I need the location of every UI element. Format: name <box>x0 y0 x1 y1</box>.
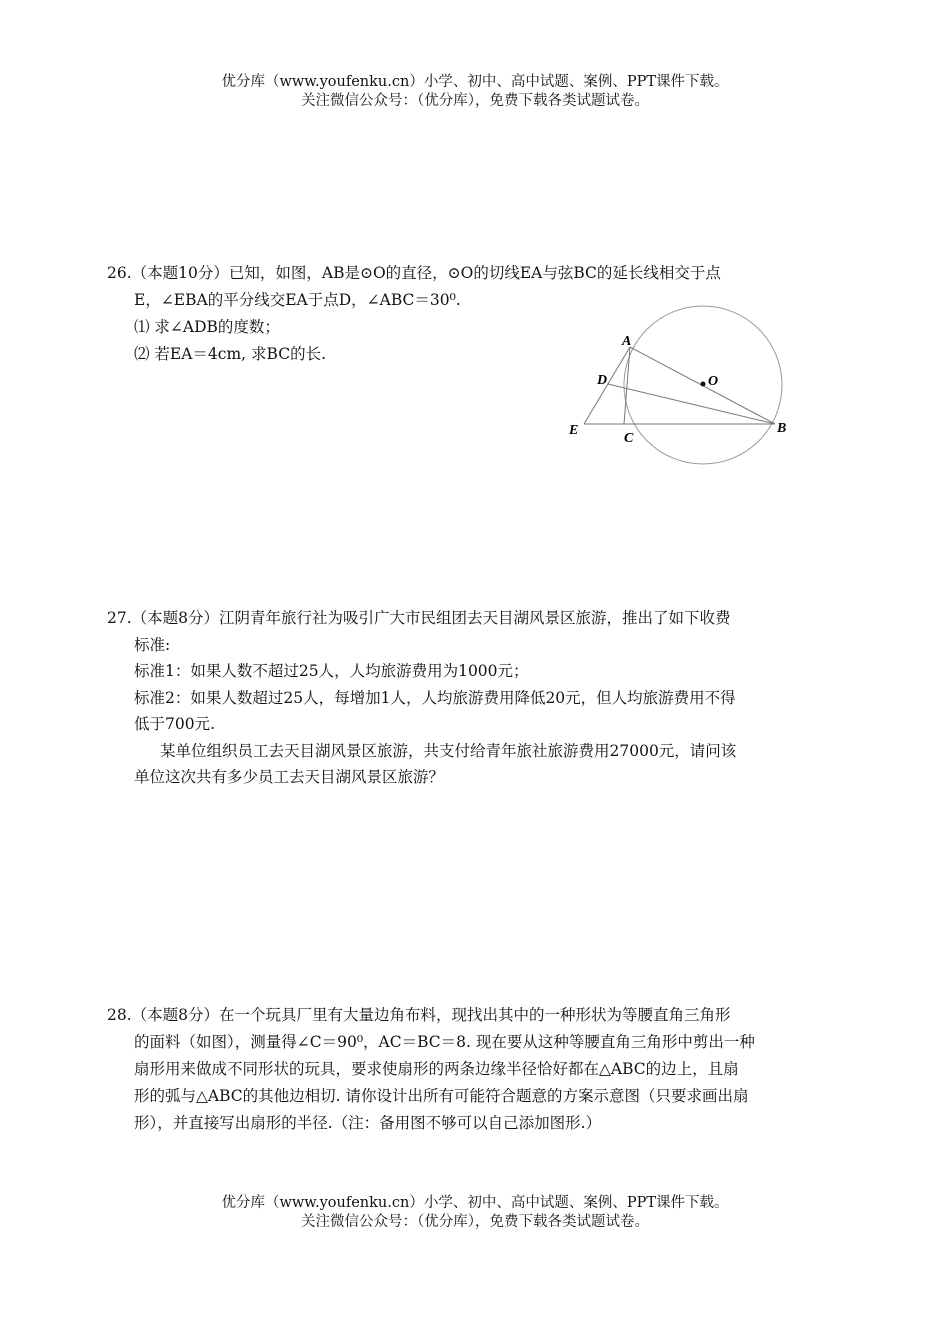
q27-line-4: 标准2：如果人数超过25人，每增加1人，人均旅游费用降低20元，但人均旅游费用不得 <box>134 689 736 707</box>
label-e: E <box>569 423 579 438</box>
q27-line-7: 单位这次共有多少员工去天目湖风景区旅游？ <box>134 768 445 786</box>
footer-line-1: 优分库（www.youfenku.cn）小学、初中、高中试题、案例、PPT课件下载。 <box>221 1195 729 1211</box>
q28-line-2: 的面料（如图），测量得∠C＝90⁰，AC＝BC＝8. 现在要从这种等腰直角三角形中剪出一种 <box>134 1033 755 1051</box>
q26-part-1: ⑴ 求∠ADB的度数； <box>134 318 280 336</box>
q27-line-3: 标准1：如果人数不超过25人，人均旅游费用为1000元； <box>134 662 529 680</box>
label-o: O <box>708 374 719 389</box>
label-b: B <box>777 421 787 436</box>
q27-line-5: 低于700元. <box>134 715 216 733</box>
q28-line-4: 形的弧与△ABC的其他边相切. 请你设计出所有可能符合题意的方案示意图（只要求画出扇 <box>134 1087 749 1105</box>
segment-db <box>608 384 775 424</box>
footer-line-2: 关注微信公众号：（优分库），免费下载各类试题试卷。 <box>301 1214 649 1230</box>
header-line-1: 优分库（www.youfenku.cn）小学、初中、高中试题、案例、PPT课件下载。 <box>221 74 729 90</box>
q26-part-2: ⑵ 若EA＝4cm, 求BC的长. <box>134 345 326 363</box>
q28-line-1: 28.（本题8分）在一个玩具厂里有大量边角布料，现找出其中的一种形状为等腰直角三角形 <box>107 1006 731 1024</box>
label-c: C <box>624 431 634 446</box>
q26-line-2: E，∠EBA的平分线交EA于点D，∠ABC＝30⁰. <box>134 291 461 309</box>
q27-line-1: 27.（本题8分）江阴青年旅行社为吸引广大市民组团去天目湖风景区旅游，推出了如下收费 <box>107 609 731 627</box>
header-line-2: 关注微信公众号：（优分库），免费下载各类试题试卷。 <box>301 93 649 109</box>
center-point-o <box>701 382 706 387</box>
q28-line-5: 形），并直接写出扇形的半径.（注：备用图不够可以自己添加图形.） <box>134 1114 602 1132</box>
q26-line-1: 26.（本题10分）已知，如图，AB是⊙O的直径，⊙O的切线EA与弦BC的延长线相交于点 <box>107 264 721 282</box>
q26-figure <box>560 300 800 475</box>
q28-line-3: 扇形用来做成不同形状的玩具，要求使扇形的两条边缘半径恰好都在△ABC的边上，且扇 <box>134 1060 739 1078</box>
label-d: D <box>597 373 608 388</box>
q27-line-6: 某单位组织员工去天目湖风景区旅游，共支付给青年旅社旅游费用27000元，请问该 <box>160 742 737 760</box>
label-a: A <box>622 334 632 349</box>
q27-line-2: 标准: <box>134 636 171 654</box>
